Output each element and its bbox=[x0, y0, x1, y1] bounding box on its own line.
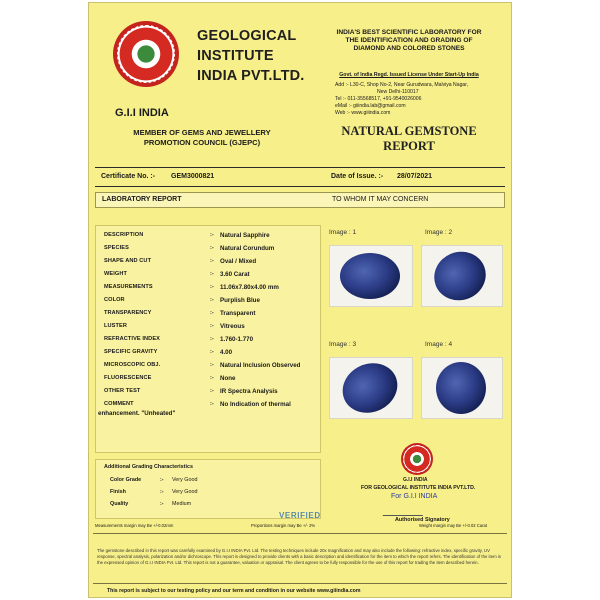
property-separator: :- bbox=[210, 297, 214, 303]
property-separator: :- bbox=[210, 258, 214, 264]
property-key: MEASUREMENTS bbox=[104, 284, 153, 290]
signature bbox=[383, 503, 428, 516]
stamp-caption: G.I.I INDIA bbox=[403, 477, 428, 483]
property-key: FLUORESCENCE bbox=[104, 375, 152, 381]
property-value: Vitreous bbox=[220, 322, 245, 330]
property-value: Natural Inclusion Observed bbox=[220, 361, 301, 369]
contact-tel: Tel :- 011-35568517, +91-9540026006 bbox=[335, 96, 422, 102]
property-value: 3.60 Carat bbox=[220, 270, 250, 278]
certificate-number-label: Certificate No. :- bbox=[101, 173, 156, 180]
property-separator: :- bbox=[210, 310, 214, 316]
image-grid bbox=[325, 225, 511, 453]
property-row bbox=[96, 372, 326, 385]
property-row bbox=[96, 333, 326, 346]
property-key: LUSTER bbox=[104, 323, 127, 329]
grading-key: Finish bbox=[110, 489, 126, 495]
org-name-line2: INSTITUTE bbox=[197, 48, 274, 64]
grading-key: Color Grade bbox=[110, 477, 142, 483]
image-label-4: Image : 4 bbox=[425, 341, 453, 348]
property-row bbox=[96, 307, 326, 320]
property-value: 1.760-1.770 bbox=[220, 335, 254, 343]
image-label-2: Image : 2 bbox=[425, 229, 453, 236]
property-value: No Indication of thermal bbox=[220, 400, 291, 408]
property-value: Oval / Mixed bbox=[220, 257, 257, 265]
gem-photo-4 bbox=[421, 357, 503, 419]
grading-separator: :- bbox=[160, 501, 164, 507]
property-key: TRANSPARENCY bbox=[104, 310, 152, 316]
property-separator: :- bbox=[210, 336, 214, 342]
property-separator: :- bbox=[210, 245, 214, 251]
property-key: SHAPE AND CUT bbox=[104, 258, 152, 264]
report-title-line1: NATURAL GEMSTONE bbox=[341, 124, 477, 138]
grading-panel bbox=[95, 459, 321, 519]
grading-separator: :- bbox=[160, 489, 164, 495]
property-row bbox=[96, 255, 326, 268]
disclaimer-text: The gemstone described in this report was carefully examined by G.I.I INDIA Pvt. Ltd. The testing techniques include 20x magnification and may also include the following: refractive index, specific gravity, UV response, spectral analysis, polarization and/or dichroscope. This report is designed to provide clients with a basic description and identification for the item to which the report refers. The identification of the item is the expressed opinion of G.I.I INDIA Pvt. Ltd. This report is not a guarantee, valuation or appraisal. The client agrees to be fully responsible for the use of this report for trading the item described herein. bbox=[97, 548, 501, 565]
contact-email: eMail :- giiindia.lab@gmail.com bbox=[335, 103, 406, 109]
contact-web: Web :- www.giiindia.com bbox=[335, 110, 391, 116]
certificate-number: GEM3000821 bbox=[171, 173, 215, 180]
property-row bbox=[96, 385, 326, 398]
govt-registration: Govt. of India Regd. Issued License Under Start-Up India bbox=[339, 72, 479, 78]
tagline-line1: INDIA'S BEST SCIENTIFIC LABORATORY FOR bbox=[336, 29, 482, 36]
property-separator: :- bbox=[210, 401, 214, 407]
property-value: Purplish Blue bbox=[220, 296, 260, 304]
stamp-for-gii: For G.I.I INDIA bbox=[391, 493, 438, 500]
gem-photo-2 bbox=[421, 245, 503, 307]
property-value: 11.06x7.80x4.00 mm bbox=[220, 283, 279, 291]
property-row bbox=[96, 242, 326, 255]
report-title-line2: REPORT bbox=[383, 139, 435, 153]
stamp-for-line: FOR GEOLOGICAL INSTITUTE INDIA PVT.LTD. bbox=[361, 485, 476, 491]
property-key: OTHER TEST bbox=[104, 388, 141, 394]
property-separator: :- bbox=[210, 232, 214, 238]
tolerance-weight: Weight margin may Be +/-0.02 Carat bbox=[419, 523, 487, 528]
verified-stamp: VERIFIED bbox=[279, 511, 321, 520]
stamp-seal bbox=[401, 443, 433, 475]
institute-logo bbox=[113, 21, 179, 87]
property-row bbox=[96, 320, 326, 333]
grading-value: Very Good bbox=[172, 477, 198, 483]
grading-title: Additional Grading Characteristics bbox=[104, 464, 193, 470]
logo-caption: G.I.I INDIA bbox=[115, 107, 169, 119]
property-key: SPECIFIC GRAVITY bbox=[104, 349, 158, 355]
gem-photo-1 bbox=[329, 245, 413, 307]
property-separator: :- bbox=[210, 375, 214, 381]
divider-footer bbox=[93, 583, 507, 584]
image-label-3: Image : 3 bbox=[329, 341, 357, 348]
property-key: MICROSCOPIC OBJ. bbox=[104, 362, 161, 368]
grading-value: Medium bbox=[172, 501, 192, 507]
property-row bbox=[96, 359, 326, 372]
member-line1: MEMBER OF GEMS AND JEWELLERY bbox=[133, 128, 271, 137]
org-name-line1: GEOLOGICAL bbox=[197, 28, 297, 44]
issue-date: 28/07/2021 bbox=[397, 173, 433, 180]
property-row bbox=[96, 229, 326, 242]
grading-separator: :- bbox=[160, 477, 164, 483]
property-row bbox=[96, 294, 326, 307]
authorised-signatory: Authorised Signatory bbox=[395, 517, 450, 523]
property-value: Natural Sapphire bbox=[220, 231, 270, 239]
property-row bbox=[96, 281, 326, 294]
property-row bbox=[96, 346, 326, 359]
certificate-card bbox=[88, 2, 512, 598]
divider-top bbox=[95, 167, 505, 168]
property-key: REFRACTIVE INDEX bbox=[104, 336, 160, 342]
property-value: Natural Corundum bbox=[220, 244, 275, 252]
lab-report-recipient: TO WHOM IT MAY CONCERN bbox=[332, 196, 429, 203]
tolerance-proportions: Proportions margin may Be +/- 2% bbox=[251, 523, 316, 528]
property-key: DESCRIPTION bbox=[104, 232, 144, 238]
property-value: Transparent bbox=[220, 309, 256, 317]
property-key: WEIGHT bbox=[104, 271, 127, 277]
member-line2: PROMOTION COUNCIL (GJEPC) bbox=[143, 138, 261, 147]
address-line1: Add :- L30-C, Shop No-2, Near Gurudwara, Malviya Nagar, bbox=[335, 82, 469, 88]
property-separator: :- bbox=[210, 323, 214, 329]
property-key: COLOR bbox=[104, 297, 125, 303]
property-separator: :- bbox=[210, 284, 214, 290]
divider-bottom bbox=[93, 533, 507, 534]
properties-panel bbox=[95, 225, 321, 453]
property-separator: :- bbox=[210, 271, 214, 277]
property-separator: :- bbox=[210, 388, 214, 394]
property-row bbox=[96, 268, 326, 281]
property-key: COMMENT bbox=[104, 401, 134, 407]
property-value: IR Spectra Analysis bbox=[220, 387, 278, 395]
footer-note: This report is subject to our testing policy and our term and condition in our website www.giiindia.com bbox=[107, 588, 361, 594]
lab-report-bar bbox=[95, 192, 505, 208]
property-key: SPECIES bbox=[104, 245, 129, 251]
property-value: None bbox=[220, 374, 236, 382]
issue-date-label: Date of Issue. :- bbox=[331, 173, 384, 180]
grading-value: Very Good bbox=[172, 489, 198, 495]
tolerance-measurements: Measurements margin may Be +/-0.02mm bbox=[95, 523, 174, 528]
tagline-line2: THE IDENTIFICATION AND GRADING OF bbox=[345, 37, 473, 44]
property-separator: :- bbox=[210, 362, 214, 368]
tagline-line3: DIAMOND AND COLORED STONES bbox=[353, 45, 465, 52]
gem-photo-3 bbox=[329, 357, 413, 419]
org-name-line3: INDIA PVT.LTD. bbox=[197, 68, 305, 84]
image-label-1: Image : 1 bbox=[329, 229, 357, 236]
comment-continuation: enhancement. "Unheated" bbox=[98, 410, 176, 417]
grading-key: Quality bbox=[110, 501, 129, 507]
property-separator: :- bbox=[210, 349, 214, 355]
property-value: 4.00 bbox=[220, 348, 233, 356]
address-line2: New Delhi-110017 bbox=[377, 89, 419, 95]
divider-mid bbox=[95, 186, 505, 187]
lab-report-title: LABORATORY REPORT bbox=[102, 196, 182, 203]
